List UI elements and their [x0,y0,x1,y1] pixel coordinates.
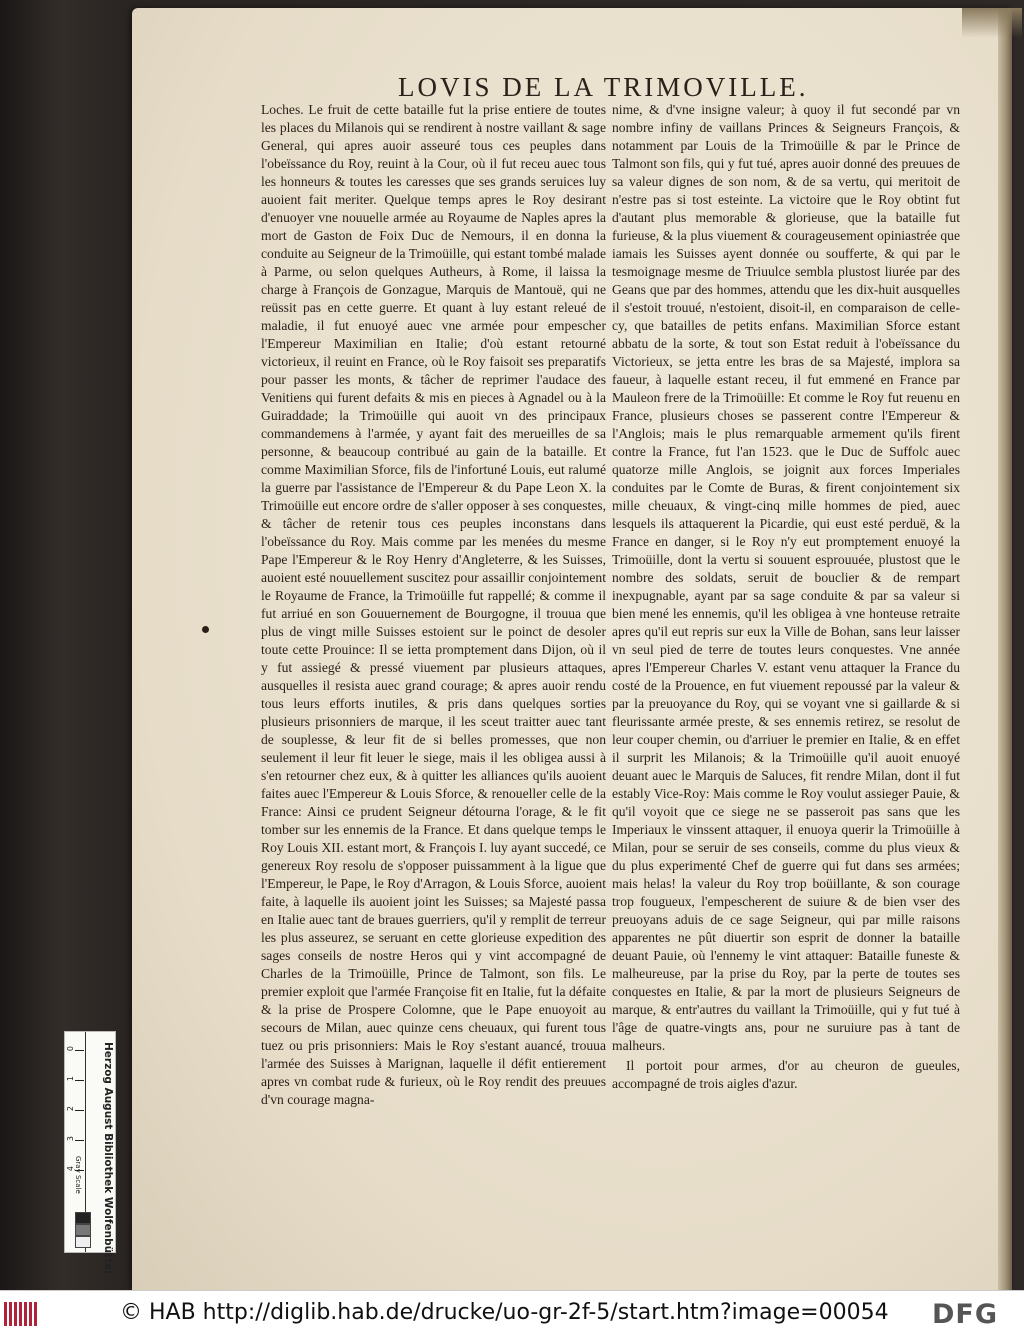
footer-copyright-link[interactable]: © HAB http://diglib.hab.de/drucke/uo-gr-2f-5/start.htm?image=00054 [120,1300,889,1325]
coat-of-arms-line: Il portoit pour armes, d'or au cheuron de gueules, accompagné de trois aigles d'azur. [612,1058,960,1091]
gray-swatch [75,1224,91,1236]
ruler-tick [75,1050,84,1051]
right-column-text: nime, & d'vne insigne valeur; à quoy il fut secondé par vn nombre infiny de vaillans Princes & Seigneurs François, & notamment par Louis de la Trimoüille & par le Prince de Talmont son fils, qui y fut tué, apres auoir donné des preuues de sa valeur dignes de son nom, & de sa vertu, qui meritoit de n'estre pas si tost esteinte. La victoire que le Roy obtint fut d'autant plus memorable & glorieuse, que la bataille fut furieuse, & la plus viuement & courageusement opiniastrée que iamais les Suisses ayent donnée ou soufferte, & qui par le tesmoignage mesme de Triuulce sembla plustost liurée par des Geans que par des hommes, attendu que les dix-huit ausquelles il s'estoit trouué, n'estoient, disoit-il, en comparaison de celle-cy, que batailles de petits enfans. Maximilian Sforce estant abbatu de la sorte, & tout son Estat reduit à l'obeïssance du Victorieux, se jetta entre les bras de sa Majesté, implora sa faueur, à laquelle estant receu, il fut emmené en France par Mauleon frere de la Trimoüille: Et comme le Roy fut reuenu en France, plusieurs choses se passerent contre l'Empereur & l'Anglois; mais le plus remarquable armement qu'ils firent contre la France, fut l'an 1523. que le Duc de Suffolc auec quatorze mille Anglois, se joignit aux forces Imperiales conduites par le Comte de Buras, & firent conjointement six mille cheuaux, & vingt-cinq mille hommes de pied, auec lesquels ils attaquerent la Picardie, qui eust esté perduë, & la France en danger, si le Roy n'y eut promptement enuoyé la Trimoüille, dont la vertu si souuent esprouuée, plustost que le nombre des soldats, seruit de bouclier & de rempart inexpugnable, ayant par sa sage conduite & par sa valeur si bien mené les ennemis, qu'il les obligea à vne honteuse retraite apres qu'il eut repris sur eux la Ville de Bohan, sans leur laisser vn seul pied de terre de toutes leurs conquestes. Vne année apres l'Empereur Charles V. estant venu attaquer la France du costé de la Prouence, en fut viuement repoussé par la valeur & par la preuoyance du Roy, qui se voyant vne si gaillarde & si fleurissante armée preste, & ses ennemis retirez, se resolut de leur couper chemin, ou d'arriuer le premier en Italie, & en effet il surprit les Milanois; & la Trimoüille qu'il auoit enuoyé deuant auec le Marquis de Saluces, fit rendre Milan, dont il fut estably Vice-Roy: Mais comme le Roy voulut assieger Pauie, & qu'il voyoit que ce siege ne se passeroit pas sans que les Imperiaux le vinssent attaquer, il enuoya querir la Trimoüille à Milan, pour se seruir de ses conseils, comme du plus vieux & du plus experimenté Chef de guerre qui fut dans ses armées; mais helas! la valeur du Roy trop boüillante, & son courage trop fougueux, l'empescherent de suiure & de bien vser des preuoyans aduis de ce sage Seigneur, qui par mille raisons apparentes ne pût diuertir son esprit de donner la bataille deuant Pauie, où l'ennemy le vint attaquer: Bataille funeste & malheureuse, par la prise du Roy, par la perte de toutes ses conquestes en Italie, & par la mort de plusieurs Seigneurs de marque, & entr'autres du vaillant la Trimoüille, qui y fut tué à l'âge de quatre-vingts ans, pour ne suruiure pas à tant de malheurs. [612,102,960,1053]
ruler-number: 3 [66,1136,75,1142]
ruler-number: 4 [66,1166,75,1172]
library-label: Herzog August Bibliothek Wolfenbüttel [102,1042,114,1274]
hab-logo-icon [4,1302,46,1330]
ruler-tick [75,1110,84,1111]
ruler-number: 1 [66,1076,75,1082]
gray-swatch [75,1212,91,1224]
text-column-left [261,101,606,1109]
gray-swatches [75,1212,91,1248]
gray-swatch [75,1236,91,1248]
dfg-logo: DFG [932,1299,999,1330]
text-column-right [612,101,960,1093]
ruler-number: 0 [66,1046,75,1052]
footer-bar [0,1290,1024,1339]
page-edge [998,8,1012,1290]
running-head: LOVIS DE LA TRIMOVILLE. [398,72,809,102]
ruler-tick [75,1140,84,1141]
ruler-number: 2 [66,1106,75,1112]
ruler-tick [75,1080,84,1081]
color-scale-chart [64,1031,116,1274]
gray-scale-label: Gray Scale [74,1156,82,1194]
left-column-text: Loches. Le fruit de cette bataille fut la prise entiere de toutes les places du Milanois qui se rendirent à nostre vaillant & sage General, qui apres auoir asseuré tous ces peuples dans l'obeïssance du Roy, reuint à la Cour, où il fut receu auec tous les honneurs & toutes les caresses que ses grands seruices luy auoient fait meriter. Quelque temps apres le Roy desirant d'enuoyer vne nouuelle armée au Royaume de Naples apres la mort de Gaston de Foix Duc de Nemours, il en donna la conduite au Seigneur de la Trimoüille, qui estant tombé malade à Parme, ou selon quelques Autheurs, à Rome, il laissa la charge à François de Gonzague, Marquis de Mantouë, qui ne reüssit pas en cette guerre. Et quant à luy estant releué de maladie, il fut enuoyé auec vne armée pour empescher l'Empereur Maximilian en Italie; d'où estant retourné victorieux, il reuint en France, où le Roy faisoit ses preparatifs pour passer les monts, & tâcher de reprimer l'audace des Venitiens qui furent defaits & mis en pieces à Agnadel ou à la Guiraddade; la Trimoüille qui auoit vn des principaux commandemens à l'armée, y ayant fait des merueilles de sa personne, & beaucoup contribué au gain de la bataille. Et comme Maximilian Sforce, fils de l'infortuné Louis, eut ralumé la guerre par l'assistance de l'Empereur & du Pape Leon X. la Trimoüille eut encore ordre de s'aller opposer à ses conquestes, & tâcher de retenir tous ces peuples inconstans dans l'obeïssance du Roy. Mais comme par les menées du mesme Pape l'Empereur & le Roy Henry d'Angleterre, & les Suisses, auoient esté nouuellement suscitez pour assaillir conjointement le Royaume de France, la Trimoüille fut rappellé; & comme il fut arriué en son Gouuernement de Bourgogne, il trouua que plus de vingt mille Suisses estoient sur le poinct de desoler toute cette Prouince: Il se ietta promptement dans Dijon, où il y fut assiegé & pressé viuement par plusieurs attaques, ausquelles il resista auec grand courage; & apres auoir rendu tous leurs efforts inutiles, & pris dans quelques sorties plusieurs prisonniers de marque, il les sceut traitter auec tant de souplesse, & leur fit de si belles promesses, que non seulement il leur fit leuer le siege, mais il les obligea aussi à s'en retourner chez eux, & à quitter les alliances qu'ils auoient faites auec l'Empereur & Louis Sforce, & renoueller celle de la France: Ainsi ce prudent Seigneur détourna l'orage, & le fit tomber sur les ennemis de la France. Et dans quelque temps le Roy Louis XII. estant mort, & François I. luy ayant succedé, ce genereux Roy resolu de s'opposer puissamment à la ligue que l'Empereur, le Pape, le Roy d'Arragon, & Louis Sforce, auoient faite, à laquelle ils auoient joint les Suisses; sa Majesté passa en Italie auec tant de braues guerriers, qu'il y remplit de terreur les plus asseurez, se seruant en cette glorieuse expedition des sages conseils de nostre Heros qui y vint accompagné de Charles de la Trimoüille, Prince de Talmont, son fils. Le premier exploit que l'armée Françoise fit en Italie, fut la défaite & la prise de Prospere Colomne, que le Pape enuoyoit au secours de Milan, auec quinze cens cheuaux, qui furent tous tuez ou pris prisonniers: Mais le Roy s'estant auancé, trouua l'armée des Suisses à Marignan, laquelle il défit entierement apres vn combat rude & furieux, où le Roy rendit des preuues d'vn courage magna- [261,102,606,1107]
page-corner-stain [962,8,1022,38]
ink-spot [202,626,209,633]
